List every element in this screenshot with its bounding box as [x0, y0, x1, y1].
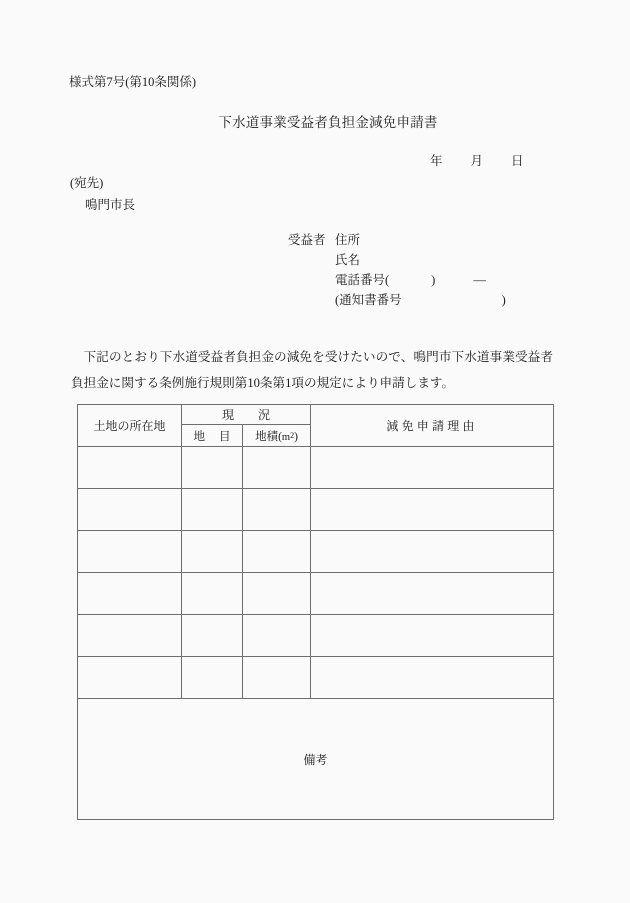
cell-land-area[interactable] — [243, 531, 311, 573]
header-current-condition — [182, 405, 311, 425]
cell-land-type[interactable] — [182, 447, 243, 489]
beneficiary-name-row — [288, 250, 506, 270]
beneficiary-name-label: 氏名 — [335, 253, 361, 267]
cell-land-type[interactable] — [182, 573, 243, 615]
cell-land-area[interactable] — [243, 489, 311, 531]
beneficiary-notice-row — [288, 290, 506, 310]
remarks-row — [78, 699, 554, 820]
remarks-label: 備考 — [303, 752, 328, 767]
cell-land-location[interactable] — [78, 573, 182, 615]
table-row — [78, 447, 554, 489]
cell-exemption-reason[interactable] — [311, 531, 554, 573]
header-land-type-inner — [194, 431, 231, 443]
header-condition-char-2: 況 — [258, 408, 271, 422]
page-title: 下水道事業受益者負担金減免申請書 — [218, 115, 438, 130]
table-head — [78, 405, 554, 447]
header-land-type — [182, 425, 243, 447]
application-table — [77, 404, 554, 820]
table-body — [78, 447, 554, 820]
cell-land-area[interactable] — [243, 573, 311, 615]
cell-exemption-reason[interactable] — [311, 447, 554, 489]
header-land-area-text: 地積 — [255, 430, 279, 443]
header-land-type-char-1: 地 — [193, 430, 205, 443]
cell-land-location[interactable] — [78, 531, 182, 573]
cell-land-type[interactable] — [182, 615, 243, 657]
cell-land-location[interactable] — [78, 615, 182, 657]
cell-exemption-reason[interactable] — [311, 573, 554, 615]
header-land-type-char-2: 目 — [219, 430, 231, 443]
header-condition-char-1: 現 — [221, 408, 234, 422]
phone-paren-close: ) — [431, 273, 436, 287]
cell-land-location[interactable] — [78, 657, 182, 699]
date-month-label: 月 — [470, 154, 484, 168]
header-area-unit-exponent: 2 — [290, 430, 295, 440]
table-row — [78, 615, 554, 657]
cell-exemption-reason[interactable] — [311, 615, 554, 657]
addressee-label: (宛先) — [70, 176, 104, 190]
cell-land-type[interactable] — [182, 531, 243, 573]
cell-exemption-reason[interactable] — [311, 657, 554, 699]
table-header-row-1 — [78, 405, 554, 425]
phone-dash: ― — [473, 273, 486, 287]
header-area-unit-m: m — [281, 431, 291, 443]
cell-land-area[interactable] — [243, 657, 311, 699]
header-land-area — [243, 425, 311, 447]
date-day-label: 日 — [511, 154, 524, 168]
addressee-name: 鳴門市長 — [85, 198, 136, 212]
cell-land-type[interactable] — [182, 489, 243, 531]
table-row — [78, 489, 554, 531]
header-land-location: 土地の所在地 — [78, 405, 182, 447]
cell-land-area[interactable] — [243, 447, 311, 489]
header-condition-inner — [222, 406, 270, 423]
cell-land-type[interactable] — [182, 657, 243, 699]
cell-land-location[interactable] — [78, 489, 182, 531]
beneficiary-address-label: 住所 — [335, 233, 361, 247]
beneficiary-address-row — [288, 230, 506, 250]
date-year-label: 年 — [430, 154, 443, 168]
notice-number-label: (通知書番号 — [335, 293, 402, 307]
table-row — [78, 657, 554, 699]
beneficiary-block — [288, 230, 506, 310]
table-row — [78, 573, 554, 615]
body-paragraph: 下記のとおり下水道受益者負担金の減免を受けたいので、鳴門市下水道事業受益者負担金に関する条例施行規則第10条第1項の規定により申請します。 — [71, 350, 553, 390]
remarks-cell[interactable] — [78, 699, 554, 820]
table-row — [78, 531, 554, 573]
beneficiary-section-label: 受益者 — [288, 233, 326, 247]
notice-paren-close: ) — [501, 293, 506, 307]
cell-exemption-reason[interactable] — [311, 489, 554, 531]
beneficiary-phone-label: 電話番号( — [335, 273, 390, 287]
form-number: 様式第7号(第10条関係) — [69, 75, 197, 89]
cell-land-location[interactable] — [78, 447, 182, 489]
date-line — [430, 155, 524, 168]
header-exemption-reason: 減免申請理由 — [311, 405, 554, 447]
beneficiary-phone-row — [288, 270, 506, 290]
cell-land-area[interactable] — [243, 615, 311, 657]
header-area-paren-open: ( — [278, 430, 282, 443]
header-area-paren-close: ) — [294, 430, 298, 443]
